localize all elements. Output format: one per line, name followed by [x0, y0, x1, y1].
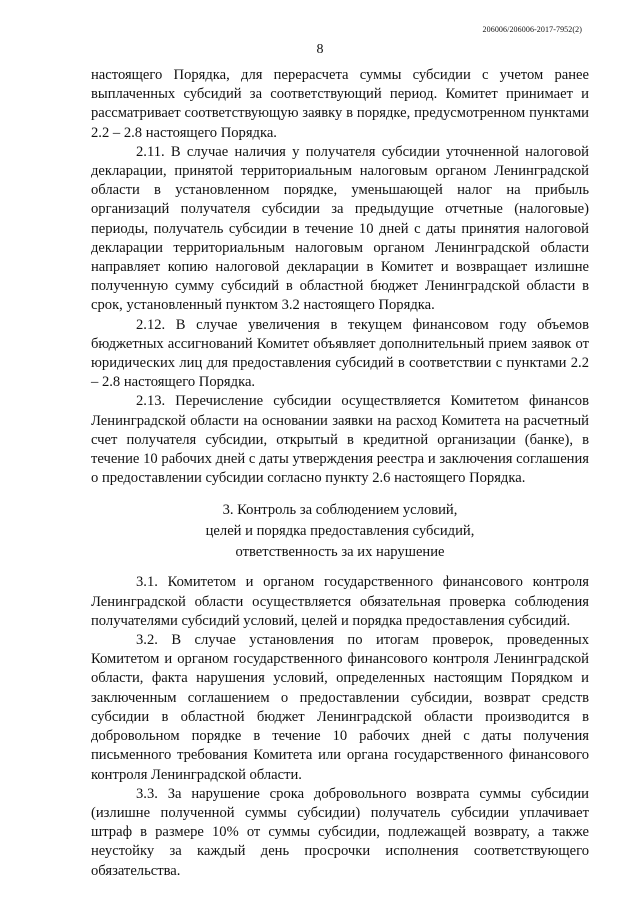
- paragraph-3-3: 3.3. За нарушение срока добровольного возврата суммы субсидии (излишне полученной суммы субсидии) получатель субсидии уплачивает штраф в размере 10% от суммы субсидии, подлежащей возврату, а также неустойку за каждый день просрочки исполнения соответствующего обязательства.: [91, 785, 589, 879]
- document-registration-code: 206006/206006-2017-7952(2): [482, 25, 582, 34]
- section-heading-line: целей и порядка предоставления субсидий,: [205, 523, 475, 540]
- section-heading-line: 3. Контроль за соблюдением условий,: [222, 502, 458, 519]
- section-heading-line: ответственность за их нарушение: [235, 544, 445, 561]
- paragraph-continuation: настоящего Порядка, для перерасчета суммы субсидии с учетом ранее выплаченных субсидий за соответствующий период. Комитет принимает и рассматривает соответствующую заявку в порядке, предусмотренном пунктами 2.2 – 2.8 настоящего Порядка.: [91, 67, 589, 141]
- section-3-heading: [91, 500, 589, 563]
- page-number: 8: [316, 42, 324, 57]
- paragraph-3-2: 3.2. В случае установления по итогам проверок, проведенных Комитетом и органом государственного финансового контроля Ленинградской области, факта нарушения условий, определенных настоящим Порядком и заключенным соглашением о предоставлении субсидии, возврат средств субсидии в областной бюджет Ленинградской области производится в добровольном порядке в течение 10 рабочих дней с даты получения письменного требования Комитета или органа государственного финансового контроля Ленинградской области.: [91, 632, 589, 783]
- paragraph-3-1: 3.1. Комитетом и органом государственного финансового контроля Ленинградской области осуществляется обязательная проверка соблюдения получателями субсидий условий, целей и порядка предоставления субсидий.: [91, 574, 589, 629]
- paragraph-2-11: 2.11. В случае наличия у получателя субсидии уточненной налоговой декларации, принятой территориальным налоговым органом Ленинградской области в установленном порядке, уменьшающей налог на прибыль организаций получателя субсидии за предыдущие отчетные (налоговые) периоды, получатель субсидии в течение 10 дней с даты принятия налоговой декларации территориальным налоговым органом Ленинградской области направляет копию налоговой декларации в Комитет и возвращает излишне полученную сумму субсидий в областной бюджет Ленинградской области в срок, установленный пунктом 3.2 настоящего Порядка.: [91, 143, 589, 314]
- paragraph-2-12: 2.12. В случае увеличения в текущем финансовом году объемов бюджетных ассигнований Комитет объявляет дополнительный прием заявок от юридических лиц для предоставления субсидий в соответствии с пунктами 2.2 – 2.8 настоящего Порядка.: [91, 316, 589, 391]
- paragraph-2-13: 2.13. Перечисление субсидии осуществляется Комитетом финансов Ленинградской области на основании заявки на расход Комитета на расчетный счет получателя субсидии, открытый в кредитной организации (банке), в течение 10 рабочих дней с даты утверждения реестра и заключения соглашения о предоставлении субсидии согласно пункту 2.6 настоящего Порядка.: [91, 393, 589, 487]
- document-body: [91, 66, 589, 881]
